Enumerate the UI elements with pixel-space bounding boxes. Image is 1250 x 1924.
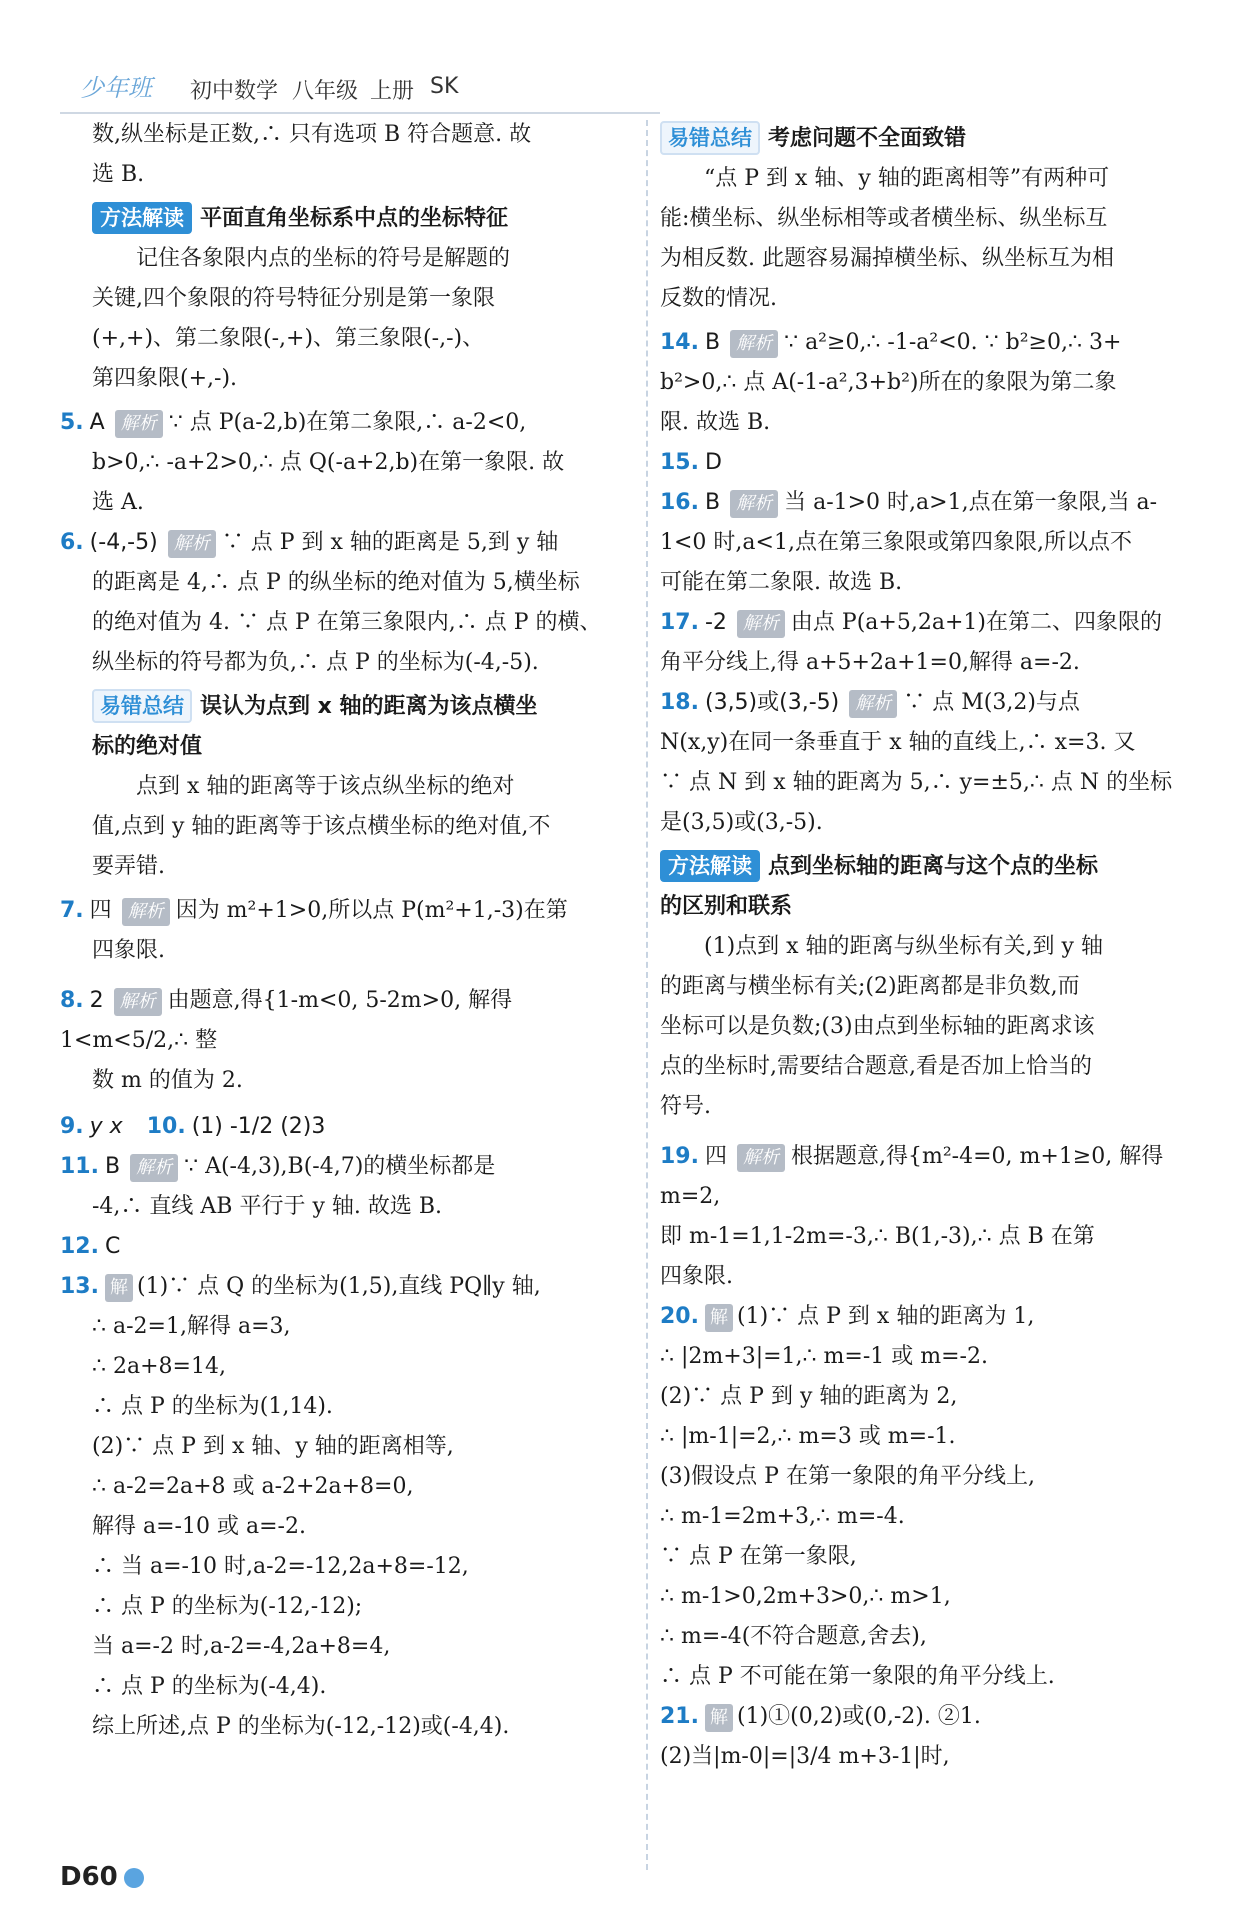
- page-number-label: D60: [60, 1862, 118, 1892]
- question-number: 19.: [660, 1144, 699, 1169]
- method-box: [660, 847, 1225, 1127]
- page-badge-icon: [124, 1868, 144, 1888]
- text-line: (2)∵ 点 P 到 y 轴的距离为 2,: [660, 1384, 958, 1409]
- question-number: 9.: [60, 1114, 84, 1139]
- text-line: ∴ |2m+3|=1,∴ m=-1 或 m=-2.: [660, 1344, 988, 1369]
- text-line: (2)∵ 点 P 到 x 轴、y 轴的距离相等,: [92, 1434, 454, 1459]
- text-line: ∴ 2a+8=14,: [92, 1354, 226, 1379]
- text-line: ∵ 点 M(3,2)与点: [903, 690, 1080, 715]
- analysis-tag: 解析: [849, 690, 897, 718]
- solution-tag: 解: [105, 1274, 133, 1302]
- question-number: 16.: [660, 490, 699, 515]
- grade: 八年级: [292, 79, 359, 104]
- method-title: 平面直角坐标系中点的坐标特征: [200, 206, 509, 231]
- series-tag: 少年班: [80, 74, 152, 102]
- text-line: ∴ 点 P 的坐标为(-4,4).: [92, 1674, 327, 1699]
- question-14: [660, 323, 1225, 443]
- question-number: 10.: [146, 1114, 186, 1139]
- question-number: 8.: [60, 988, 84, 1013]
- left-column: [60, 115, 635, 1747]
- question-18: [660, 683, 1225, 843]
- text-line: (2)当|m-0|=|3/4 m+3-1|时,: [660, 1744, 950, 1769]
- text-line: 点的坐标时,需要结合题意,看是否加上恰当的: [660, 1054, 1092, 1079]
- question-number: 11.: [60, 1154, 99, 1179]
- text-line: ∵ a²≥0,∴ -1-a²<0. ∵ b²≥0,∴ 3+: [784, 330, 1122, 355]
- question-15: [660, 443, 1225, 483]
- analysis-tag: 解析: [737, 610, 785, 638]
- question-13: [60, 1267, 635, 1747]
- text-line: 值,点到 y 轴的距离等于该点横坐标的绝对值,不: [92, 814, 551, 839]
- text-line: 第四象限(+,-).: [92, 366, 238, 391]
- text-line: 可能在第二象限. 故选 B.: [660, 570, 903, 595]
- text-line: ∴ 点 P 不可能在第一象限的角平分线上.: [660, 1664, 1055, 1689]
- question-number: 18.: [660, 690, 699, 715]
- text-line: 选 B.: [92, 162, 145, 187]
- question-number: 5.: [60, 410, 84, 435]
- text-line: 当 a-1>0 时,a>1,点在第一象限,当 a-: [784, 490, 1158, 515]
- question-20: [660, 1297, 1225, 1697]
- text-line: 综上所述,点 P 的坐标为(-12,-12)或(-4,4).: [92, 1714, 510, 1739]
- edition: SK: [430, 74, 459, 99]
- text-line: 因为 m²+1>0,所以点 P(m²+1,-3)在第: [175, 898, 568, 923]
- question-9-10: [60, 1107, 635, 1147]
- answer: (1) -1/2 (2)3: [191, 1114, 326, 1139]
- error-summary-box: [60, 687, 635, 887]
- subject: 初中数学: [190, 79, 279, 104]
- text-line: ∴ m-1>0,2m+3>0,∴ m>1,: [660, 1584, 951, 1609]
- text-line: 选 A.: [92, 490, 144, 515]
- question-11: [60, 1147, 635, 1227]
- analysis-tag: 解析: [168, 530, 216, 558]
- question-number: 12.: [60, 1234, 99, 1259]
- right-column: [660, 115, 1225, 1777]
- question-12: [60, 1227, 635, 1267]
- header-divider: [60, 112, 660, 114]
- question-7: [60, 891, 635, 971]
- text-line: 四象限.: [660, 1264, 733, 1289]
- text-line: ∴ 当 a=-10 时,a-2=-12,2a+8=-12,: [92, 1554, 469, 1579]
- text-line: 的距离与横坐标有关;(2)距离都是非负数,而: [660, 974, 1080, 999]
- text-line: 的绝对值为 4. ∵ 点 P 在第三象限内,∴ 点 P 的横、: [92, 610, 602, 635]
- question-6: [60, 523, 635, 683]
- text-line: ∵ 点 N 到 x 轴的距离为 5,∴ y=±5,∴ 点 N 的坐标: [660, 770, 1173, 795]
- question-number: 20.: [660, 1304, 699, 1329]
- answer: D: [704, 450, 722, 475]
- question-number: 13.: [60, 1274, 99, 1299]
- text-line: 角平分线上,得 a+5+2a+1=0,解得 a=-2.: [660, 650, 1080, 675]
- question-17: [660, 603, 1225, 683]
- text-line: 要弄错.: [92, 854, 165, 879]
- text-line: 反数的情况.: [660, 286, 777, 311]
- text-line: 当 a=-2 时,a-2=-4,2a+8=4,: [92, 1634, 391, 1659]
- question-number: 14.: [660, 330, 699, 355]
- text-line: (+,+)、第二象限(-,+)、第三象限(-,-)、: [92, 326, 485, 351]
- text-line: 坐标可以是负数;(3)由点到坐标轴的距离求该: [660, 1014, 1095, 1039]
- method-box: [60, 199, 635, 399]
- volume: 上册: [370, 79, 415, 104]
- text-line: 根据题意,得{m²-4=0, m+1≥0, 解得 m=2,: [660, 1144, 1164, 1209]
- question-number: 6.: [60, 530, 84, 555]
- answer: 四: [704, 1144, 727, 1169]
- text-line: (1)①(0,2)或(0,-2). ②1.: [736, 1704, 981, 1729]
- text-line: ∴ 点 P 的坐标为(1,14).: [92, 1394, 333, 1419]
- text-line: ∴ a-2=2a+8 或 a-2+2a+8=0,: [92, 1474, 414, 1499]
- text-line: 限. 故选 B.: [660, 410, 771, 435]
- text-line: 解得 a=-10 或 a=-2.: [92, 1514, 306, 1539]
- text-line: b>0,∴ -a+2>0,∴ 点 Q(-a+2,b)在第一象限. 故: [92, 450, 565, 475]
- text-line: 能:横坐标、纵坐标相等或者横坐标、纵坐标互: [660, 206, 1108, 231]
- text-line: 1<0 时,a<1,点在第三象限或第四象限,所以点不: [660, 530, 1132, 555]
- text-line: 纵坐标的符号都为负,∴ 点 P 的坐标为(-4,-5).: [92, 650, 539, 675]
- answer: (3,5)或(3,-5): [704, 690, 840, 715]
- text-line: ∴ |m-1|=2,∴ m=3 或 m=-1.: [660, 1424, 956, 1449]
- text-line: ∵ A(-4,3),B(-4,7)的横坐标都是: [184, 1154, 496, 1179]
- text-line: 即 m-1=1,1-2m=-3,∴ B(1,-3),∴ 点 B 在第: [660, 1224, 1095, 1249]
- text-line: 数,纵坐标是正数,∴ 只有选项 B 符合题意. 故: [92, 122, 532, 147]
- text-line: 为相反数. 此题容易漏掉横坐标、纵坐标互为相: [660, 246, 1114, 271]
- question-number: 7.: [60, 898, 84, 923]
- analysis-tag: 解析: [114, 988, 162, 1016]
- solution-tag: 解: [705, 1704, 733, 1732]
- question-8: [60, 981, 635, 1101]
- question-19: [660, 1137, 1225, 1297]
- answer: 四: [89, 898, 112, 923]
- error-badge: 易错总结: [660, 121, 760, 155]
- error-title: 考虑问题不全面致错: [768, 126, 967, 151]
- analysis-tag: 解析: [122, 898, 170, 926]
- text-line: (1)∵ 点 P 到 x 轴的距离为 1,: [736, 1304, 1035, 1329]
- text-line: 记住各象限内点的坐标的符号是解题的: [136, 246, 511, 271]
- text-line: ∵ 点 P(a-2,b)在第二象限,∴ a-2<0,: [168, 410, 527, 435]
- question-number: 15.: [660, 450, 699, 475]
- text-line: ∴ a-2=1,解得 a=3,: [92, 1314, 291, 1339]
- text-line: (1)点到 x 轴的距离与纵坐标有关,到 y 轴: [704, 934, 1103, 959]
- error-title: 误认为点到 x 轴的距离为该点横坐: [200, 694, 538, 719]
- question-16: [660, 483, 1225, 603]
- answer: -2: [704, 610, 727, 635]
- text-line: ∵ 点 P 到 x 轴的距离是 5,到 y 轴: [221, 530, 559, 555]
- text-line: “点 P 到 x 轴、y 轴的距离相等”有两种可: [704, 166, 1110, 191]
- answer: B: [704, 330, 721, 355]
- question-5: [60, 403, 635, 523]
- question-number: 17.: [660, 610, 699, 635]
- text-line: -4,∴ 直线 AB 平行于 y 轴. 故选 B.: [92, 1194, 443, 1219]
- column-divider: [646, 120, 648, 1870]
- text-line: 点到 x 轴的距离等于该点纵坐标的绝对: [136, 774, 515, 799]
- method-title: 点到坐标轴的距离与这个点的坐标: [768, 854, 1099, 879]
- analysis-tag: 解析: [730, 490, 778, 518]
- error-badge: 易错总结: [92, 689, 192, 723]
- answer: y x: [89, 1114, 123, 1139]
- text-line: 是(3,5)或(3,-5).: [660, 810, 823, 835]
- text-line: 的距离是 4,∴ 点 P 的纵坐标的绝对值为 5,横坐标: [92, 570, 580, 595]
- method-badge: 方法解读: [660, 850, 760, 882]
- analysis-tag: 解析: [730, 330, 778, 358]
- solution-tag: 解: [705, 1304, 733, 1332]
- text-line: 关键,四个象限的符号特征分别是第一象限: [92, 286, 495, 311]
- text-line: (3)假设点 P 在第一象限的角平分线上,: [660, 1464, 1035, 1489]
- text-line: 符号.: [660, 1094, 711, 1119]
- answer: B: [704, 490, 721, 515]
- text-line: ∵ 点 P 在第一象限,: [660, 1544, 857, 1569]
- text-line: (1)∵ 点 Q 的坐标为(1,5),直线 PQ∥y 轴,: [136, 1274, 541, 1299]
- answer: (-4,-5): [89, 530, 158, 555]
- text-line: b²>0,∴ 点 A(-1-a²,3+b²)所在的象限为第二象: [660, 370, 1117, 395]
- text-line: ∴ m-1=2m+3,∴ m=-4.: [660, 1504, 905, 1529]
- answer: 2: [89, 988, 104, 1013]
- answer: C: [104, 1234, 121, 1259]
- error-title-cont: 标的绝对值: [92, 734, 203, 759]
- text-line: N(x,y)在同一条垂直于 x 轴的直线上,∴ x=3. 又: [660, 730, 1136, 755]
- page-number: [60, 1862, 144, 1892]
- text-line: ∴ 点 P 的坐标为(-12,-12);: [92, 1594, 363, 1619]
- method-title-cont: 的区别和联系: [660, 894, 793, 919]
- error-summary-box: [660, 119, 1225, 319]
- question-number: 21.: [660, 1704, 699, 1729]
- answer: B: [104, 1154, 121, 1179]
- text-line: 由点 P(a+5,2a+1)在第二、四象限的: [790, 610, 1162, 635]
- text-line: 由题意,得{1-m<0, 5-2m>0, 解得 1<m<5/2,∴ 整: [60, 988, 513, 1053]
- question-21: [660, 1697, 1225, 1777]
- answer: A: [89, 410, 105, 435]
- method-badge: 方法解读: [92, 202, 192, 234]
- page-header: [60, 60, 660, 120]
- text-line: 数 m 的值为 2.: [92, 1068, 243, 1093]
- analysis-tag: 解析: [130, 1154, 178, 1182]
- text-line: ∴ m=-4(不符合题意,舍去),: [660, 1624, 927, 1649]
- text-line: 四象限.: [92, 938, 165, 963]
- analysis-tag: 解析: [737, 1144, 785, 1172]
- analysis-tag: 解析: [115, 410, 163, 438]
